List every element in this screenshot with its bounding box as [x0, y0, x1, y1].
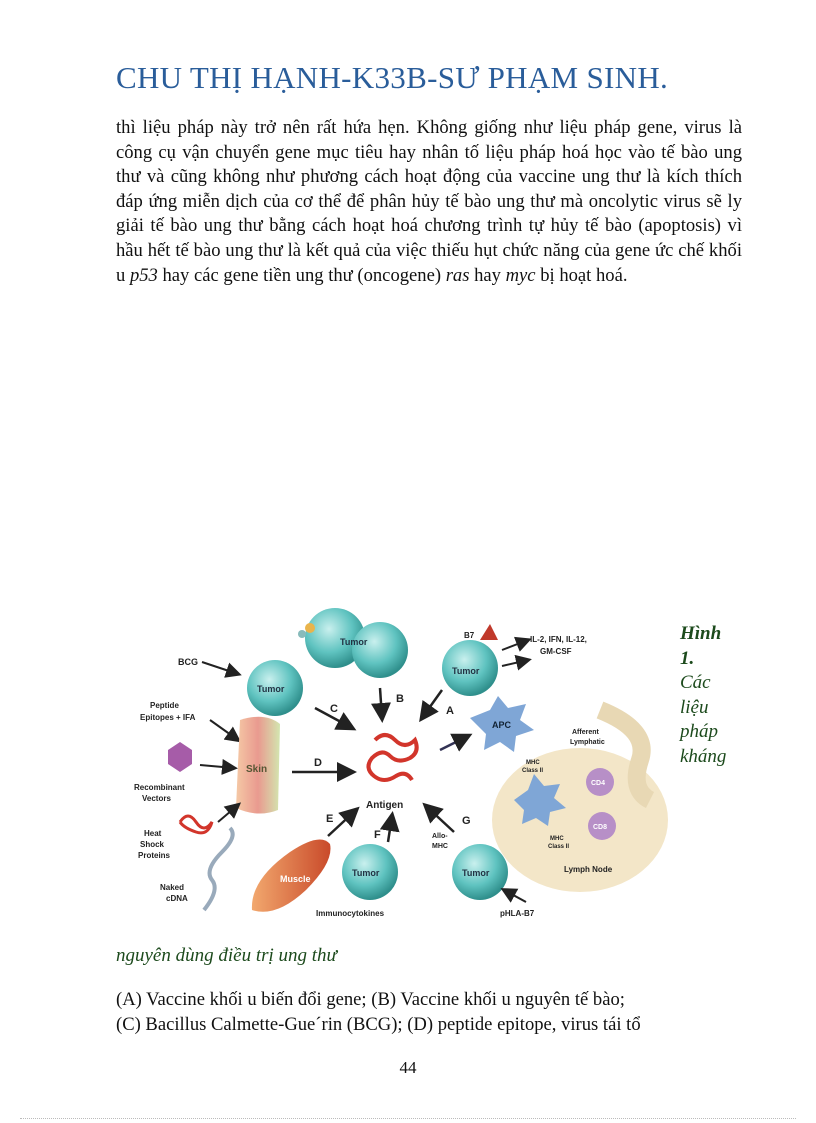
- recombinant-vector-shape: [168, 742, 192, 772]
- cytokines-label: GM-CSF: [540, 647, 572, 656]
- b7-marker: [480, 624, 498, 640]
- page-number: 44: [399, 1058, 417, 1077]
- heat-label: Heat: [144, 829, 162, 838]
- figure-caption-continued: nguyên dùng điều trị ung thư: [116, 945, 337, 966]
- tumor-label: Tumor: [257, 684, 285, 694]
- caption-word: pháp: [680, 721, 718, 742]
- path-label-d: D: [314, 757, 322, 769]
- allo-label: Allo-: [432, 833, 448, 840]
- skin-label: Skin: [246, 764, 268, 775]
- immunocytokines-label: Immunocytokines: [316, 909, 385, 918]
- paragraph-text: bị hoạt hoá.: [535, 264, 628, 286]
- paragraph-text: hay các gene tiền ung thư (oncogene): [157, 264, 446, 286]
- recombinant-label: Recombinant: [134, 783, 185, 792]
- antigen-shape: [368, 735, 416, 780]
- path-label-c: C: [330, 703, 338, 715]
- muscle-label: Muscle: [280, 874, 311, 884]
- path-label-e: E: [326, 813, 334, 825]
- path-label-a: A: [446, 705, 454, 717]
- peptide-label: Epitopes + IFA: [140, 713, 196, 722]
- page-bottom-rule: [20, 1118, 796, 1119]
- path-label-g: G: [462, 815, 471, 827]
- paragraph-text: thì liệu pháp này trở nên rất hứa hẹn. Không giống như liệu pháp gene, virus là công cụ vận chuyển gene mục tiêu hay nhân tố liệu pháp hoá học vào tế bào ung thư và cũng không như phương cách hoạt động của vaccine ung thư là kích thích đáp ứng miễn dịch của cơ thể để phân hủy tế bào ung thư mà oncolytic virus sẽ ly giải tế bào ung thư bằng cách hoạt hoá chương trình tự hủy tế bào (apoptosis) vì hầu hết tế bào ung thư là kết quả của việc thiếu hụt chức năng của gene ức chế khối u: [116, 117, 742, 286]
- allo-label: MHC: [432, 843, 448, 850]
- cd4-label: CD4: [591, 780, 606, 787]
- naked-label: Naked: [160, 883, 185, 892]
- legend-line: (A) Vaccine khối u biến đổi gene; (B) Vaccine khối u nguyên tế bào;: [116, 989, 625, 1010]
- cd8-label: CD8: [593, 824, 608, 831]
- paragraph-text: hay: [469, 264, 506, 286]
- figure-caption-side: [680, 622, 750, 769]
- gene-myc: myc: [505, 264, 536, 286]
- caption-word: kháng: [680, 745, 727, 767]
- mhc-class1-label: MHC: [550, 836, 564, 842]
- lymph-node-label: Lymph Node: [564, 865, 613, 874]
- afferent-label: Afferent: [572, 729, 599, 736]
- tumor-label: Tumor: [352, 868, 380, 878]
- caption-word: liệu: [680, 696, 709, 718]
- tumor-label: Tumor: [452, 666, 480, 676]
- mhc-class1-label: Class II: [548, 844, 570, 850]
- mhc-class2-label: MHC: [526, 760, 540, 766]
- virus-particle: [298, 630, 306, 638]
- heat-shock-shape: [180, 816, 212, 833]
- apc-label: APC: [492, 720, 512, 730]
- cytokines-label: IL-2, IFN, IL-12,: [530, 635, 587, 644]
- caption-figure-number: 1.: [680, 647, 695, 669]
- virus-particle: [305, 623, 315, 633]
- bcg-label: BCG: [178, 657, 198, 667]
- phla-label: pHLA-B7: [500, 909, 535, 918]
- path-label-f: F: [374, 829, 381, 841]
- caption-word: Các: [680, 672, 711, 693]
- body-paragraph: [116, 116, 742, 288]
- figure-diagram: [130, 600, 670, 930]
- afferent-label: Lymphatic: [570, 739, 605, 746]
- dna-shape: [204, 828, 233, 910]
- peptide-label: Peptide: [150, 701, 179, 710]
- b7-label: B7: [464, 631, 475, 640]
- tumor-label: Tumor: [340, 637, 368, 647]
- caption-figure-word: Hình: [680, 623, 722, 644]
- page-header: CHU THỊ HẠNH-K33B-SƯ PHẠM SINH.: [116, 60, 669, 95]
- tumor-cell: [352, 622, 408, 678]
- antigen-label: Antigen: [366, 800, 404, 811]
- gene-ras: ras: [445, 264, 470, 286]
- heat-label: Proteins: [138, 851, 171, 860]
- mhc-class2-label: Class II: [522, 768, 544, 774]
- recombinant-label: Vectors: [142, 794, 171, 803]
- heat-label: Shock: [140, 840, 165, 849]
- therapy-diagram: [130, 600, 670, 930]
- caption-legend: [116, 988, 742, 1037]
- gene-p53: p53: [129, 264, 158, 286]
- path-label-b: B: [396, 693, 404, 705]
- tumor-label: Tumor: [462, 868, 490, 878]
- naked-label: cDNA: [166, 894, 188, 903]
- legend-line: (C) Bacillus Calmette-Gue´rin (BCG); (D) peptide epitope, virus tái tổ: [116, 1013, 641, 1035]
